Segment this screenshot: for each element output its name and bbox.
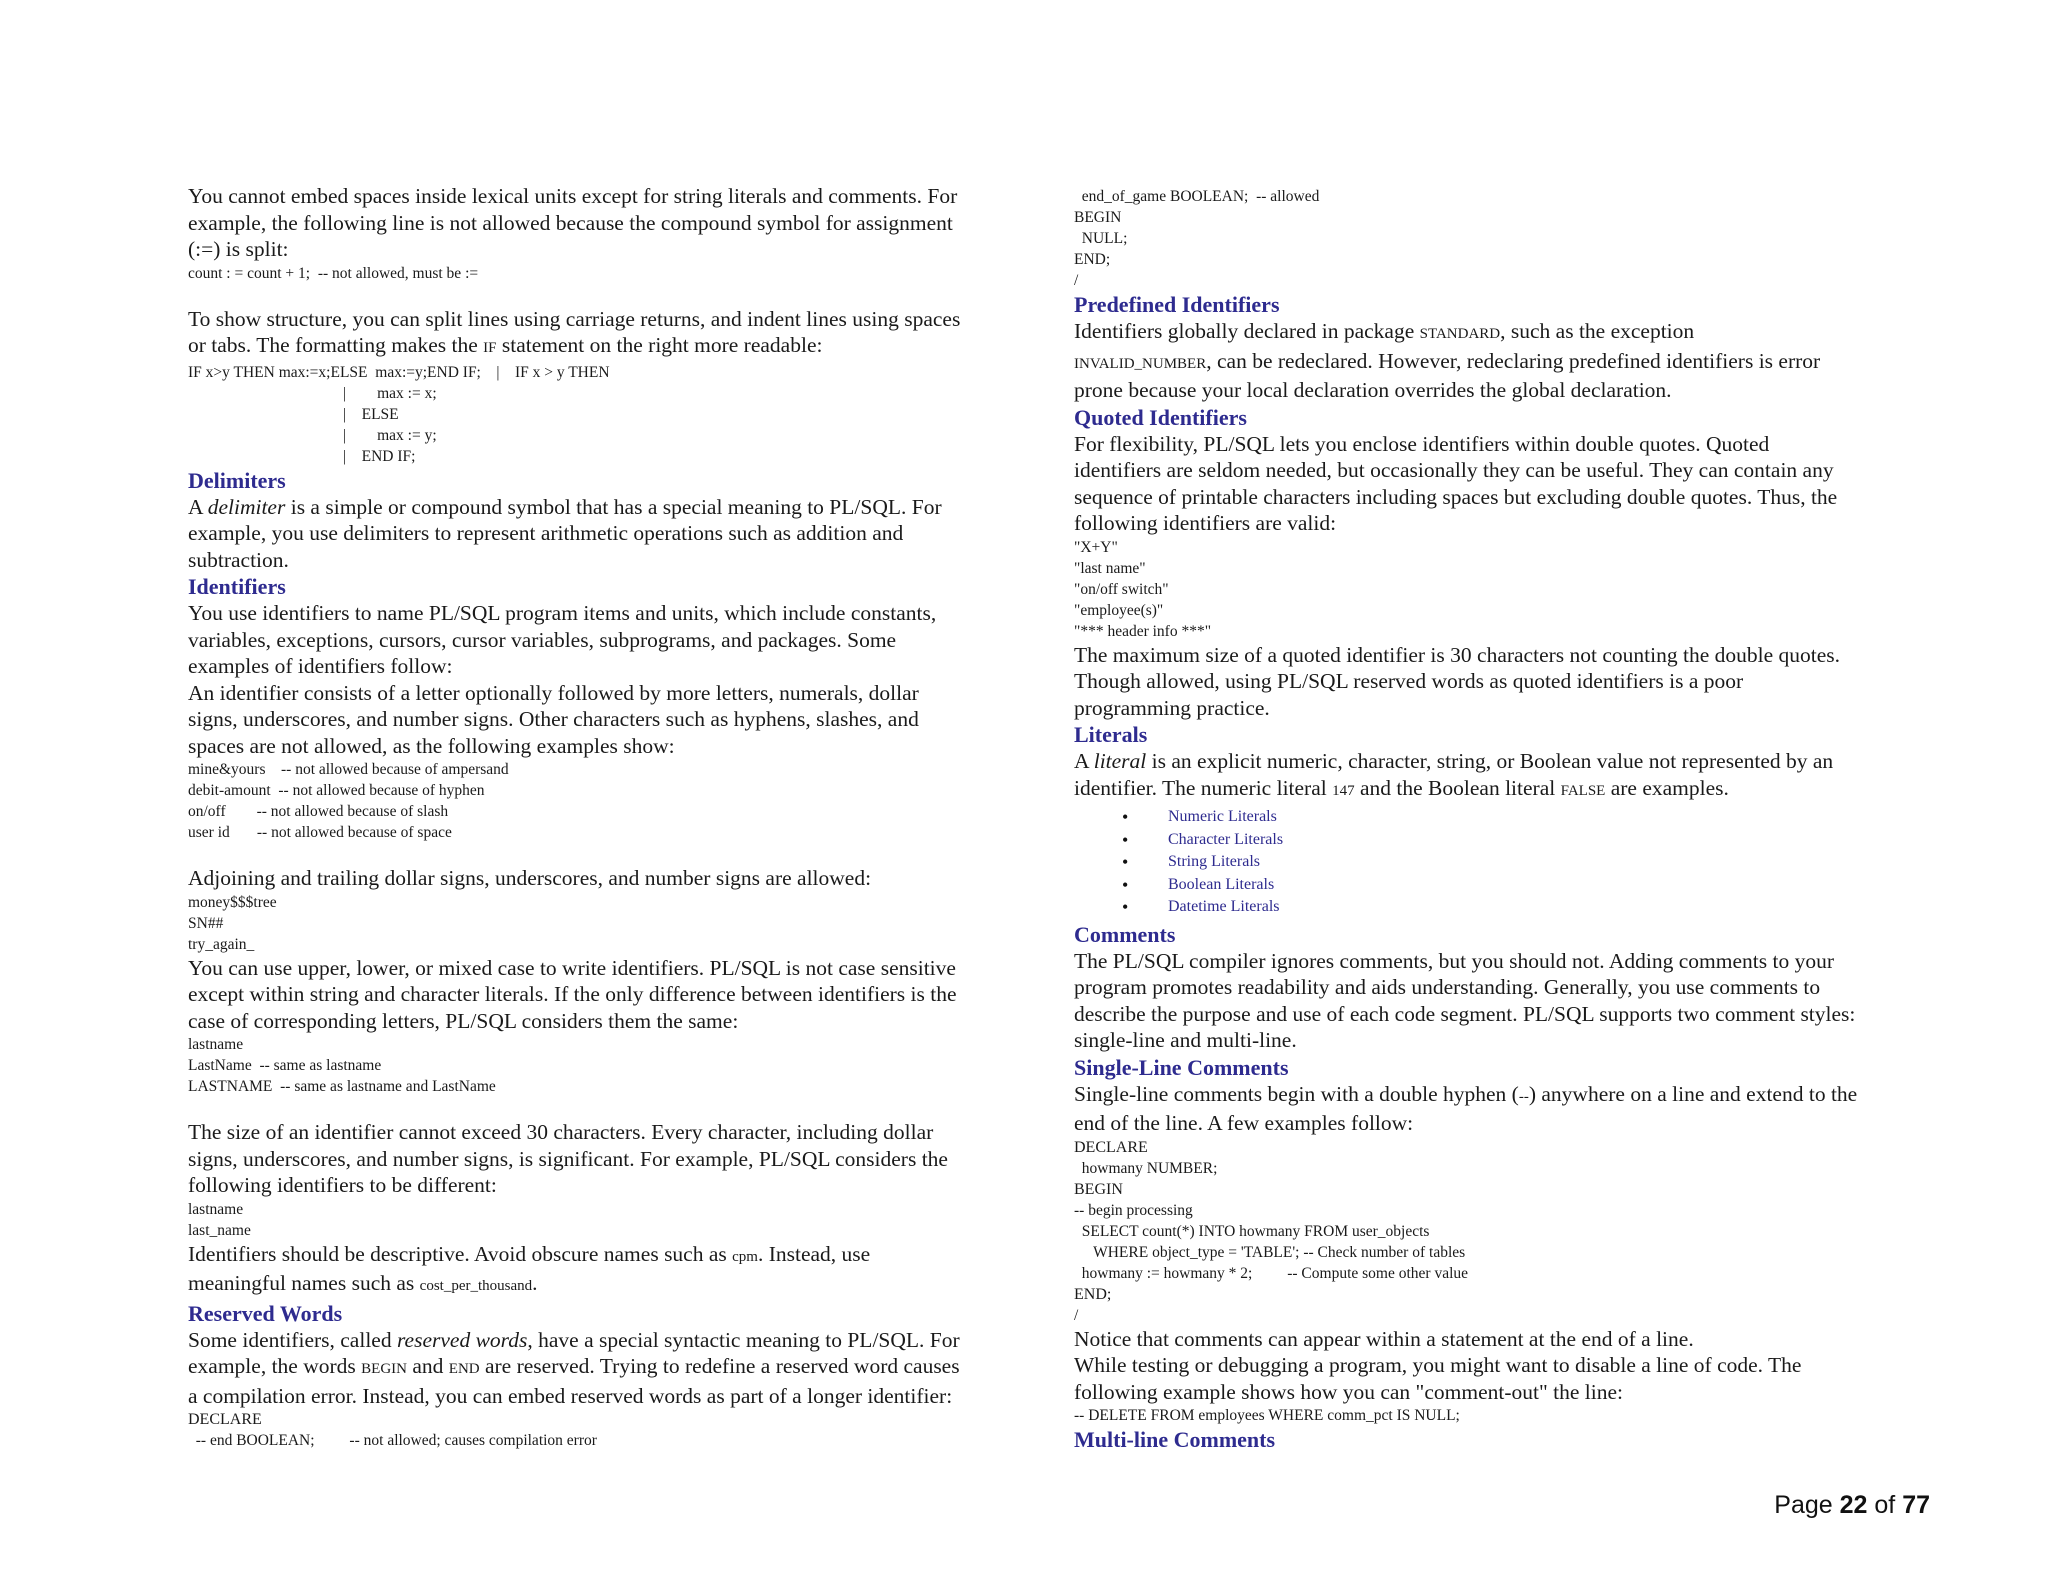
paragraph-reserved-c: a compilation error. Instead, you can embed reserved words as part of a longer identifier: [188, 1383, 953, 1408]
keyword-if: IF [483, 340, 497, 356]
text-line: describe the purpose and use of each code segment. PL/SQL supports two comment styles: [1074, 1001, 1856, 1026]
paragraph-delimiter-a: A delimiter is a simple or compound symbol that has a special meaning to PL/SQL. For [188, 494, 942, 519]
text-line: following identifiers are valid: [1074, 511, 1337, 535]
link-datetime-literals[interactable]: • Datetime Literals [1074, 896, 1954, 919]
text-line: For flexibility, PL/SQL lets you enclose identifiers within double quotes. Quoted [1074, 431, 1770, 456]
paragraph-reserved-b: example, the words BEGIN and END are reserved. Trying to redefine a reserved word causes [188, 1354, 960, 1378]
paragraph-lexical-a: You cannot embed spaces inside lexical units except for string literals and comments. For [188, 184, 958, 208]
link-numeric-literals[interactable]: • Numeric Literals [1074, 806, 1954, 829]
text-line: spaces are not allowed, as the following examples show: [188, 733, 675, 758]
text-line: sequence of printable characters including spaces but excluding double quotes. Thus, the [1074, 484, 1838, 509]
text-line: following identifiers to be different: [188, 1173, 497, 1197]
code-line: BEGIN [1074, 209, 1122, 226]
text-line: The maximum size of a quoted identifier is 30 characters not counting the double quotes. [1074, 642, 1841, 667]
code-line: SN## [188, 914, 224, 932]
code-line: "X+Y" [1074, 538, 1118, 556]
heading-single-line-comments: Single-Line Comments [1074, 1054, 1289, 1080]
text-line: program promotes readability and aids understanding. Generally, you use comments to [1074, 975, 1821, 999]
text-line: variables, exceptions, cursors, cursor variables, subprograms, and packages. Some [188, 627, 897, 652]
code-line: howmany NUMBER; [1074, 1159, 1218, 1177]
paragraph-single-b: end of the line. A few examples follow: [1074, 1111, 1414, 1135]
code-line: | END IF; [188, 447, 416, 465]
code-line: lastname [188, 1036, 244, 1053]
code-line: NULL; [1074, 230, 1128, 247]
code-line: on/off -- not allowed because of slash [188, 803, 449, 820]
total-pages: 77 [1902, 1491, 1930, 1519]
text-line: Though allowed, using PL/SQL reserved words as quoted identifiers is a poor [1074, 669, 1744, 693]
code-line: / [1074, 1306, 1079, 1324]
page-label: Page [1774, 1491, 1833, 1519]
code-line: money$$$tree [188, 893, 277, 911]
code-line: END; [1074, 1285, 1112, 1303]
code-comment-out: -- DELETE FROM employees WHERE comm_pct IS NULL; [1074, 1407, 1460, 1424]
paragraph-single-a: Single-line comments begin with a double hyphen (--) anywhere on a line and extend to the [1074, 1081, 1858, 1106]
code-line: SELECT count(*) INTO howmany FROM user_objects [1074, 1222, 1430, 1240]
text-line: identifiers are seldom needed, but occasionally they can be useful. They can contain any [1074, 458, 1834, 482]
link-string-literals[interactable]: • String Literals [1074, 851, 1954, 874]
code-line: -- end BOOLEAN; -- not allowed; causes compilation error [188, 1432, 597, 1449]
text-line: Notice that comments can appear within a statement at the end of a line. [1074, 1326, 1694, 1351]
paragraph-delimiter-c: subtraction. [188, 547, 289, 572]
paragraph-lexical-b: example, the following line is not allowed because the compound symbol for assignment [188, 210, 953, 235]
text-line: signs, underscores, and number signs. Other characters such as hyphens, slashes, and [188, 707, 919, 731]
link-character-literals[interactable]: • Character Literals [1074, 829, 1954, 852]
paragraph-structure-a: To show structure, you can split lines using carriage returns, and indent lines using spaces [188, 306, 961, 331]
code-line: try_again_ [188, 935, 255, 953]
heading-literals: Literals [1074, 722, 1148, 747]
code-line: lastname [188, 1200, 244, 1218]
current-page-number: 22 [1839, 1491, 1868, 1519]
code-line: IF x>y THEN max:=x;ELSE max:=y;END IF; | IF x > y THEN [188, 363, 610, 381]
code-line: "employee(s)" [1074, 601, 1164, 619]
paragraph-literal-b: identifier. The numeric literal 147 and the Boolean literal FALSE are examples. [1074, 775, 1729, 800]
code-line: LASTNAME -- same as lastname and LastName [188, 1078, 496, 1095]
code-line: | max := x; [188, 384, 437, 402]
code-line: "on/off switch" [1074, 580, 1169, 598]
heading-predefined-identifiers: Predefined Identifiers [1074, 292, 1280, 317]
code-line: / [1074, 272, 1079, 289]
page-number-footer [1774, 1491, 1930, 1520]
code-line: end_of_game BOOLEAN; -- allowed [1074, 188, 1320, 205]
paragraph-predefined-c: prone because your local declaration overrides the global declaration. [1074, 378, 1672, 402]
code-line: "*** header info ***" [1074, 622, 1212, 640]
paragraph-reserved-a: Some identifiers, called reserved words, have a special syntactic meaning to PL/SQL. For [188, 1327, 960, 1352]
text-line: While testing or debugging a program, you might want to disable a line of code. The [1074, 1353, 1802, 1377]
paragraph-predefined-b: INVALID_NUMBER, can be redeclared. However, redeclaring predefined identifiers is error [1074, 348, 1821, 373]
code-line: DECLARE [188, 1411, 262, 1428]
text-line: programming practice. [1074, 695, 1270, 720]
code-line: DECLARE [1074, 1138, 1148, 1156]
code-line: BEGIN [1074, 1180, 1123, 1198]
paragraph-adjoining: Adjoining and trailing dollar signs, underscores, and number signs are allowed: [188, 866, 872, 890]
heading-reserved-words: Reserved Words [188, 1300, 343, 1326]
text-line: You use identifiers to name PL/SQL program items and units, which include constants, [188, 601, 937, 625]
code-line: user id -- not allowed because of space [188, 824, 452, 841]
code-line: last_name [188, 1221, 251, 1239]
code-line: END; [1074, 251, 1111, 268]
code-line: "last name" [1074, 559, 1146, 577]
heading-comments: Comments [1074, 921, 1176, 947]
text-line: following example shows how you can "comment-out" the line: [1074, 1379, 1623, 1404]
literal-links-list [1074, 806, 1954, 919]
paragraph-literal-a: A literal is an explicit numeric, character, string, or Boolean value not represented by an [1074, 749, 1834, 773]
text-line: single-line and multi-line. [1074, 1028, 1297, 1052]
text-line: The size of an identifier cannot exceed 30 characters. Every character, including dollar [188, 1120, 934, 1144]
heading-multi-line-comments: Multi-line Comments [1074, 1427, 1276, 1452]
code-line: howmany := howmany * 2; -- Compute some other value [1074, 1264, 1469, 1282]
heading-identifiers: Identifiers [188, 574, 286, 599]
text-line: An identifier consists of a letter optionally followed by more letters, numerals, dollar [188, 680, 919, 705]
text-line: except within string and character literals. If the only difference between identifiers is the [188, 982, 957, 1006]
code-line: debit-amount -- not allowed because of hyphen [188, 782, 485, 799]
paragraph-structure-b: or tabs. The formatting makes the IF statement on the right more readable: [188, 333, 823, 357]
link-boolean-literals[interactable]: • Boolean Literals [1074, 874, 1954, 897]
code-line: WHERE object_type = 'TABLE'; -- Check number of tables [1074, 1243, 1466, 1261]
paragraph-delimiter-b: example, you use delimiters to represent arithmetic operations such as addition and [188, 521, 904, 545]
code-line: | ELSE [188, 405, 399, 423]
of-label: of [1874, 1491, 1896, 1519]
text-line: signs, underscores, and number signs, is significant. For example, PL/SQL considers the [188, 1146, 948, 1171]
code-line: mine&yours -- not allowed because of ampersand [188, 761, 509, 778]
paragraph-predefined-a: Identifiers globally declared in package STANDARD, such as the exception [1074, 319, 1695, 343]
code-line: -- begin processing [1074, 1201, 1193, 1219]
paragraph-descriptive-a: Identifiers should be descriptive. Avoid obscure names such as cpm. Instead, use [188, 1241, 871, 1266]
paragraph-lexical-c: (:=) is split: [188, 237, 289, 261]
heading-delimiters: Delimiters [188, 467, 286, 493]
text-line: You can use upper, lower, or mixed case to write identifiers. PL/SQL is not case sensitive [188, 955, 956, 980]
left-column [188, 183, 1048, 1451]
code-split-assignment: count : = count + 1; -- not allowed, must be := [188, 264, 479, 282]
right-column [1074, 186, 1954, 1453]
heading-quoted-identifiers: Quoted Identifiers [1074, 404, 1247, 430]
paragraph-descriptive-b: meaningful names such as cost_per_thousand. [188, 1271, 538, 1295]
text-line: examples of identifiers follow: [188, 654, 453, 678]
text-line: case of corresponding letters, PL/SQL considers them the same: [188, 1008, 739, 1033]
text-line: The PL/SQL compiler ignores comments, but you should not. Adding comments to your [1074, 948, 1834, 973]
code-line: | max := y; [188, 426, 437, 444]
code-line: LastName -- same as lastname [188, 1057, 382, 1074]
